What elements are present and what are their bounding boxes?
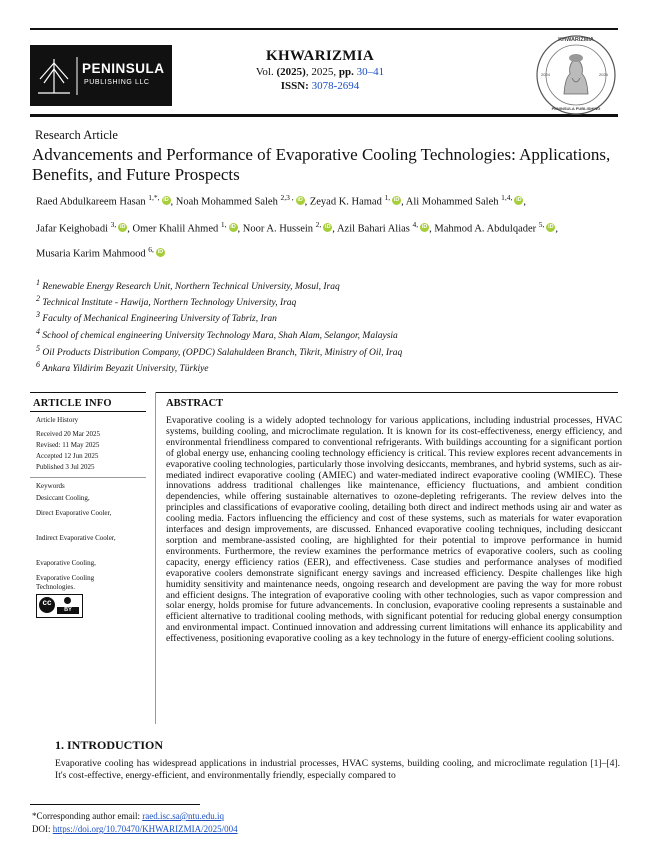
corresponding-author: *Corresponding author email: raed.isc.sa@ntu.edu.iq [32,811,224,821]
article-info-under-rule [30,411,146,412]
introduction-heading: 1. INTRODUCTION [55,738,164,752]
keyword-item: Indirect Evaporative Cooler, [36,534,116,542]
volume-line: Vol. (2025), 2025, pp. 30–41 [255,66,385,78]
header-bottom-rule [30,114,618,117]
seal-bottom-text: PENINSULA PUBLISHING [551,106,601,111]
history-label: Article History [36,416,79,424]
published-date: Published 3 Jul 2025 [36,463,95,471]
orcid-icon[interactable]: iD [120,223,126,230]
orcid-icon[interactable]: iD [157,248,164,255]
orcid-icon[interactable]: iD [325,223,331,230]
cc-by-license-badge[interactable] [36,594,83,618]
affiliation: $^3$ Faculty of Mechanical Engineering University of Tabriz, Iran [36,310,277,325]
affiliation: $^2$ Technical Institute - Hawija, Northern Technology University, Iraq [36,294,297,309]
journal-seal [535,34,617,116]
pages-link[interactable]: 30–41 [356,66,385,78]
article-type: Research Article [35,128,118,142]
doi-line: DOI: https://doi.org/10.70470/KHWARIZMIA/2025/004 [32,824,238,834]
article-info-top-rule [30,392,146,393]
authors-line-3: Musaria Karim Mahmood $^{6,}$ iD [36,245,164,260]
orcid-icon[interactable]: iD [163,196,169,203]
footnote-rule [30,804,200,805]
orcid-icon[interactable]: iD [230,223,236,230]
orcid-icon[interactable]: iD [393,196,400,203]
introduction-text: Evaporative cooling has widespread applications in industrial processes, HVAC systems, building cooling, and microclimate regulation [1]–[4]. It's cost-effective, energy-efficient, and environmentally friendly, especially compared to [55,758,620,781]
affiliation: $^6$ Ankara Yildirim Beyazit University, Türkiye [36,360,209,375]
orcid-icon[interactable]: iD [516,196,522,203]
issn-link[interactable]: 3078-2694 [311,80,360,92]
person-icon [64,597,71,604]
orcid-icon[interactable]: iD [297,196,303,203]
keywords-top-rule [30,477,146,478]
orcid-icon[interactable]: iD [421,223,428,230]
authors-line-1: Raed Abdulkareem Hasan $^{1,*,}$ iD , Noah Mohammed Saleh $^{2,3 ,}$ iD , Zeyad K. Hamad $^{1,}$ iD , Ali Mohammed Saleh $^{1,4,}$ iD , [36,193,527,208]
by-label: BY [57,607,79,614]
authors-line-2: Jafar Keighobadi $^{3,}$ iD , Omer Khalil Ahmed $^{1,}$ iD , Noor A. Hussein $^{2,}$ iD , Azil Bahari Alias $^{4,}$ iD , Mahmod A. Abdulqader $^{5,}$ iD , [36,220,559,235]
top-rule [30,28,618,30]
publisher-name: PENINSULA [82,61,165,76]
abstract-left-rule [155,392,156,724]
seal-top-text: KHWARIZMIA [558,37,594,43]
received-date: Received 20 Mar 2025 [36,430,100,438]
cc-label: cc [42,598,52,607]
keyword-item: Direct Evaporative Cooler, [36,509,112,517]
publisher-logo [30,45,172,106]
seal-year-left: 2024 [541,72,550,77]
accepted-date: Accepted 12 Jun 2025 [36,452,99,460]
seal-year-right: 2024 [599,72,608,77]
keyword-item: Evaporative Cooling, [36,559,96,567]
article-info-heading: ARTICLE INFO [33,398,112,409]
keyword-item: Desiccant Cooling, [36,494,90,502]
affiliation: $^5$ Oil Products Distribution Company, (OPDC) Salahuldeen Branch, Tikrit, Ministry of Oil, Iraq [36,344,403,359]
abstract-text: Evaporative cooling is a widely adopted technology for various applications, including industrial processes, HVAC systems, building cooling, and microclimate regulation. It is known for its cost-effectiveness, energy efficiency, and environmental friendliness compared to conventional refrigerants. With buildings accounting for a significant portion of global energy use, enhancing cooling technology efficiency is critical. This review explores recent advancements in evaporative cooling technologies, particularly those involving desiccants, membranes, and hybrid systems, such as air-mediated indirect evaporative cooling (AMIEC) and water-mediated indirect evaporative cooling (WMIEC). These innovations address traditional challenges like maintenance, efficiency fluctuations, and ambient condition dependencies, while offering sustainable alternatives to ozone-depleting refrigerants. The review delves into the principles and classifications of evaporative cooling, detailing both direct and indirect methods using air and water as cooling media. Factors influencing the efficiency and cost of these systems, such as materials for water evaporation interfaces and design improvements, are discussed. Enhanced evaporative cooling techniques, including desiccant sorption and membrane-assisted cooling, are highlighted for their potential to improve performance in humid environments. Furthermore, the review examines the performance metrics of evaporative coolers, such as cooling capacity, energy efficiency ratios (EER), and effectiveness. Case studies and performance analyses of modified evaporative coolers demonstrate significant energy savings and increased efficiency. Despite challenges like high humidity sensitivity and maintenance needs, ongoing research and development are paving the way for more robust and efficient designs. The integration of evaporative cooling with other technologies, such as vapor compression and solar energy, holds promise for future advancements. In conclusion, evaporative cooling represents a sustainable and efficient alternative to traditional cooling methods, with significant potential for reducing global energy consumption and environmental impact. Continued innovation and addressing current limitations will enhance its applicability and effectiveness, positioning evaporative cooling as a key technology in the future of energy-efficient cooling solutions. [166,415,622,645]
orcid-icon[interactable]: iD [548,223,554,230]
affiliation: $^4$ School of chemical engineering University Technology Mara, Shah Alam, Selangor, Malaysia [36,327,398,342]
keyword-item: Evaporative Cooling Technologies. [36,574,95,591]
journal-name: KHWARIZMIA [265,48,374,64]
abstract-top-rule [156,392,618,393]
paper-title: Advancements and Performance of Evaporative Cooling Technologies: Applications, Benefits, and Future Prospects [32,145,611,184]
publisher-sub: PUBLISHING LLC [84,79,150,86]
issn-line: ISSN: 3078-2694 [280,80,360,92]
keywords-label: Keywords [36,482,65,490]
corresponding-email-link[interactable]: raed.isc.sa@ntu.edu.iq [142,811,224,821]
revised-date: Revised: 11 May 2025 [36,441,100,449]
doi-link[interactable]: https://doi.org/10.70470/KHWARIZMIA/2025/004 [52,824,238,834]
abstract-heading: ABSTRACT [166,398,224,409]
affiliation: $^1$ Renewable Energy Research Unit, Northern Technical University, Mosul, Iraq [36,278,340,293]
